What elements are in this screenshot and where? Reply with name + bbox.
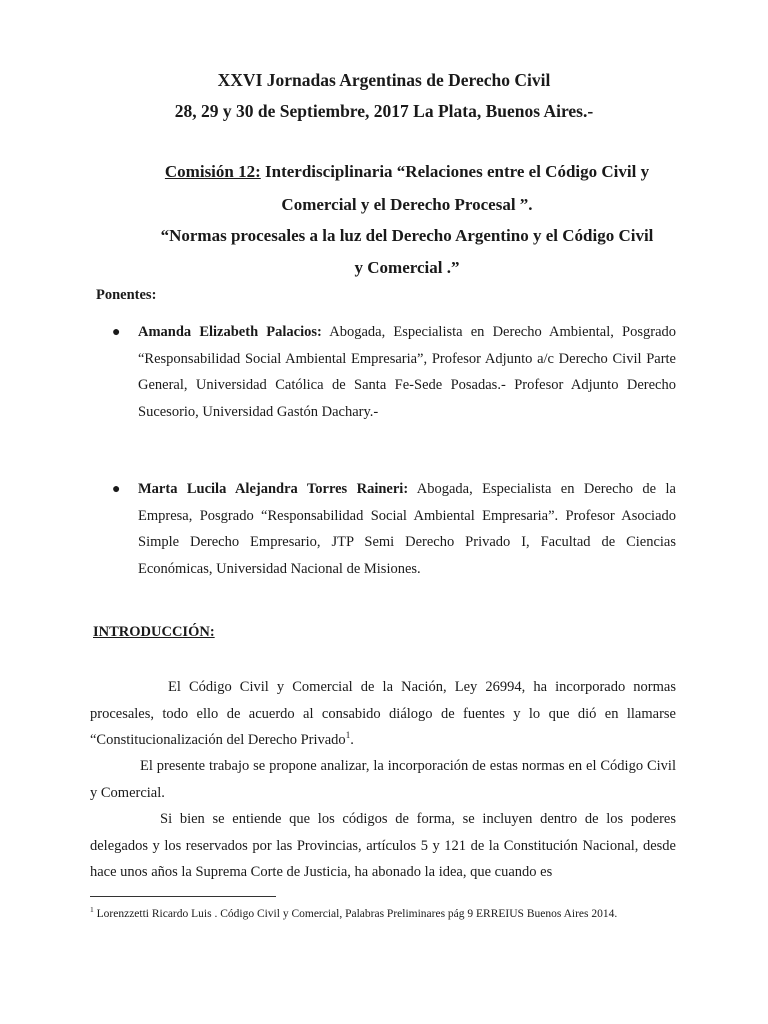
event-title: XXVI Jornadas Argentinas de Derecho Civil bbox=[217, 70, 551, 90]
commission-title-line2: Comercial y el Derecho Procesal ”. bbox=[281, 195, 533, 214]
paragraph: El presente trabajo se propone analizar, la incorporación de estas normas en el Código Civil y Comercial. bbox=[90, 758, 676, 801]
ponente-name: Amanda Elizabeth Palacios: bbox=[138, 324, 322, 340]
commission-title-rest: Interdisciplinaria “Relaciones entre el Código Civil y bbox=[260, 162, 650, 181]
footnote bbox=[90, 902, 690, 922]
commission-label: Comisión 12: bbox=[164, 162, 261, 181]
footnote-separator bbox=[90, 896, 276, 897]
paper-title-line2: y Comercial .” bbox=[354, 258, 460, 277]
section-heading: INTRODUCCIÓN: bbox=[93, 624, 215, 640]
bullet-icon: ● bbox=[112, 325, 121, 340]
footnote-ref[interactable]: 1 bbox=[345, 730, 351, 741]
bullet-icon: ● bbox=[112, 482, 121, 497]
paragraph: Si bien se entiende que los códigos de forma, se incluyen dentro de los poderes delegados y los reservados por las Provincias, artículos 5 y 121 de la Constitución Nacional, desde hace unos años la Suprema Corte de Justicia, ha abonado la idea, que cuando es bbox=[90, 811, 676, 880]
ponente-description: Abogada, Especialista en Derecho de la Empresa, Posgrado “Responsabilidad Social Ambiental Empresaria”. Profesor Asociado Simple Derecho Empresario, JTP Semi Derecho Privado I, Facultad de Ciencias Económicas, Universidad Nacional de Misiones. bbox=[138, 481, 676, 577]
footnote-text: Lorenzzetti Ricardo Luis . Código Civil y Comercial, Palabras Preliminares pág 9 ERREIUS Buenos Aires 2014. bbox=[93, 907, 618, 920]
commission-title bbox=[132, 157, 682, 187]
event-date-location: 28, 29 y 30 de Septiembre, 2017 La Plata, Buenos Aires.- bbox=[174, 101, 594, 121]
ponente-entry bbox=[138, 476, 676, 582]
paragraph-end: . bbox=[350, 732, 354, 748]
paragraph bbox=[90, 674, 676, 754]
paper-title-line1: “Normas procesales a la luz del Derecho Argentino y el Código Civil bbox=[160, 226, 654, 245]
ponentes-label: Ponentes: bbox=[96, 287, 157, 303]
paragraph-text: El Código Civil y Comercial de la Nación, Ley 26994, ha incorporado normas procesales, todo ello de acuerdo al consabido diálogo de fuentes y lo que dió en llamarse “Constitucionalización del Derecho Privado bbox=[90, 679, 676, 748]
ponente-name: Marta Lucila Alejandra Torres Raineri: bbox=[138, 481, 409, 497]
footnote-number: 1 bbox=[90, 905, 94, 914]
ponente-description: Abogada, Especialista en Derecho Ambiental, Posgrado “Responsabilidad Social Ambiental Empresaria”, Profesor Adjunto a/c Derecho Civil Parte General, Universidad Católica de Santa Fe-Sede Posadas.- Profesor Adjunto Derecho Sucesorio, Universidad Gastón Dachary.- bbox=[138, 324, 677, 420]
ponente-entry bbox=[138, 319, 676, 425]
